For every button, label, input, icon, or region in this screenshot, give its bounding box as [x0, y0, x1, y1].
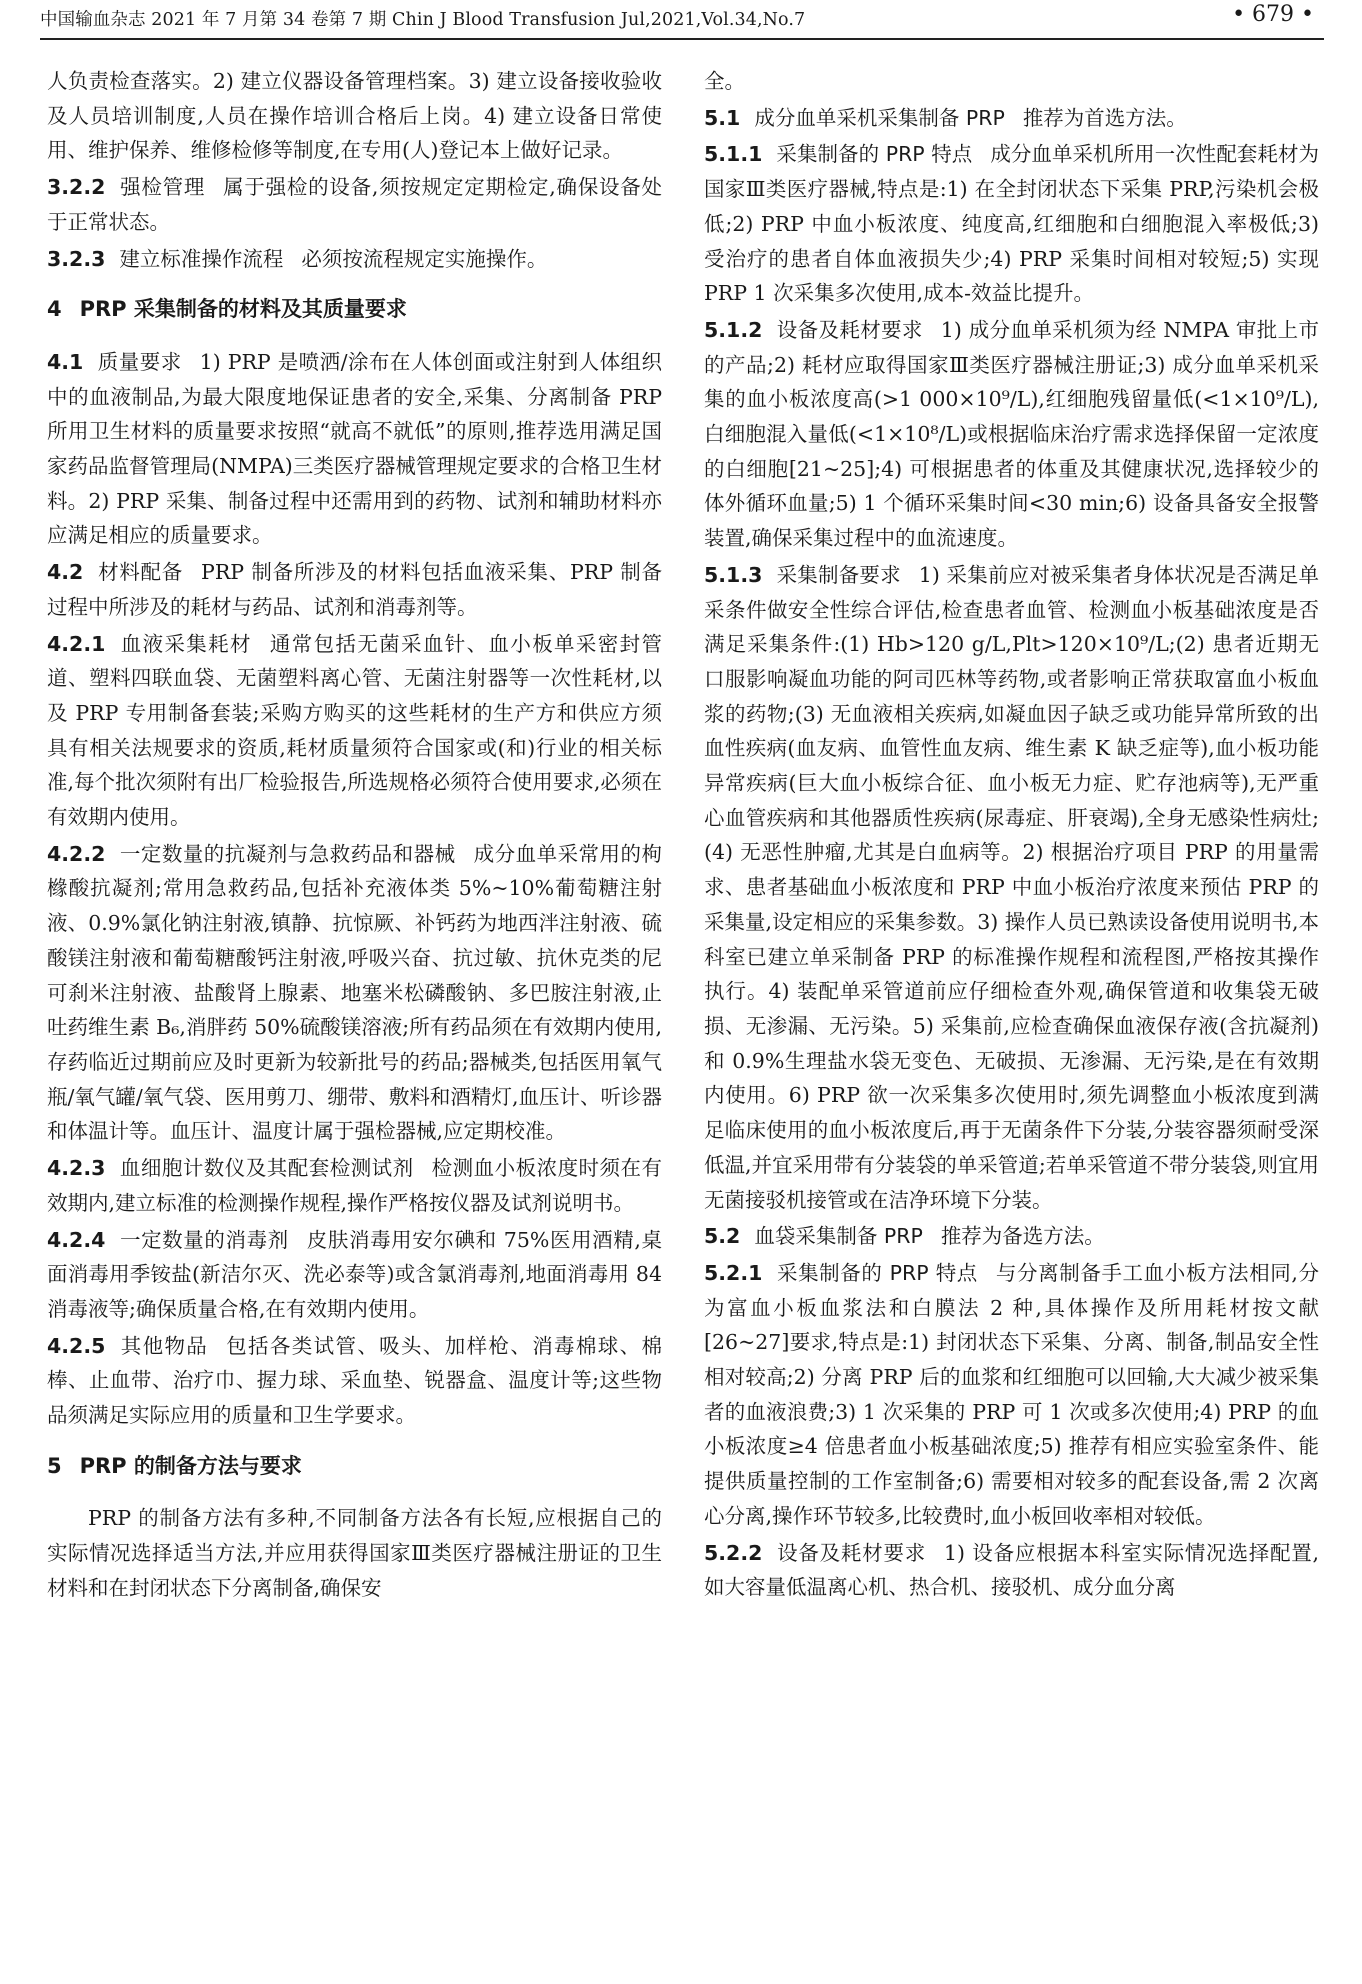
paragraph-text: 1) 设备应根据本科室实际情况选择配置,如大容量低温离心机、热合机、接驳机、成分血分离 — [704, 1540, 1320, 1600]
subsection-paragraph — [47, 1151, 662, 1220]
page-number: • 679 • — [1232, 2, 1314, 27]
paragraph-text: 1) PRP 是喷洒/涂布在人体创面或注射到人体组织中的血液制品,为最大限度地保证患者的安全,采集、分离制备 PRP 所用卫生材料的质量要求按照“就高不就低”的原则,推荐选用满足国家药品监督管理局(NMPA)三类医疗器械管理规定要求的合格卫生材料。2) PRP 采集、制备过程中还需用到的药物、试剂和辅助材料亦应满足相应的质量要求。 — [47, 349, 662, 548]
subsection-title: 血袋采集制备 PRP — [754, 1224, 923, 1249]
subsection-title: 设备及耗材要求 — [776, 1540, 926, 1565]
subsection-title: 采集制备要求 — [776, 562, 901, 587]
subsection-title: 采集制备的 PRP 特点 — [776, 142, 973, 167]
subsection-number: 5.2.1 — [704, 1260, 763, 1285]
subsection-paragraph — [47, 345, 662, 553]
subsection-number: 5.2 — [704, 1224, 741, 1249]
section-number: 4 — [47, 297, 62, 322]
subsection-paragraph — [47, 170, 662, 239]
subsection-paragraph — [704, 558, 1319, 1217]
subsection-paragraph — [704, 101, 1319, 136]
subsection-paragraph — [704, 1219, 1319, 1254]
subsection-number: 3.2.2 — [47, 175, 106, 200]
subsection-number: 4.2.4 — [47, 1227, 106, 1252]
section-heading — [47, 292, 662, 327]
subsection-paragraph — [47, 1223, 662, 1327]
paragraph-text: 1) 采集前应对被采集者身体状况是否满足单采条件做安全性综合评估,检查患者血管、检测血小板基础浓度是否满足采集条件:(1) Hb>120 g/L,Plt>120×10⁹/L;(2) 患者近期无口服影响凝血功能的阿司匹林等药物,或者影响正常获取富血小板血浆的药物;(3) 无血液相关疾病,如凝血因子缺乏或功能异常所致的出血性疾病(血友病、血管性血友病、维生素 K 缺乏症等),血小板功能异常疾病(巨大血小板综合征、血小板无力症、贮存池病等),无严重心血管疾病和其他器质性疾病(尿毒症、肝衰竭),全身无感染性病灶;(4) 无恶性肿瘤,尤其是白血病等。2) 根据治疗项目 PRP 的用量需求、患者基础血小板浓度和 PRP 中血小板治疗浓度来预估 PRP 的采集量,设定相应的采集参数。3) 操作人员已熟读设备使用说明书,本科室已建立单采制备 PRP 的标准操作规程和流程图,严格按其操作执行。4) 装配单采管道前应仔细检查外观,确保管道和收集袋无破损、无渗漏、无污染。5) 采集前,应检查确保血液保存液(含抗凝剂)和 0.9%生理盐水袋无变色、无破损、无渗漏、无污染,是在有效期内使用。6) PRP 欲一次采集多次使用时,须先调整血小板浓度到满足临床使用的血小板浓度后,再于无菌条件下分装,分装容器须耐受深低温,并宜采用带有分装袋的单采管道;若单采管道不带分装袋,则宜用无菌接驳机接管或在洁净环境下分装。 — [704, 562, 1319, 1212]
subsection-title: 其他物品 — [119, 1333, 209, 1358]
subsection-number: 4.2.5 — [47, 1333, 106, 1358]
subsection-number: 4.2.1 — [47, 631, 106, 656]
section-number: 5 — [47, 1453, 62, 1478]
section-heading — [47, 1449, 662, 1484]
subsection-number: 5.1.2 — [704, 317, 763, 342]
subsection-title: 一定数量的抗凝剂与急救药品和器械 — [119, 841, 456, 866]
paragraph-text: 推荐为备选方法。 — [940, 1224, 1105, 1249]
paragraph-text: 推荐为首选方法。 — [1022, 105, 1187, 130]
subsection-title: 材料配备 — [97, 560, 184, 585]
subsection-number: 5.2.2 — [704, 1540, 763, 1565]
subsection-paragraph — [704, 137, 1319, 311]
subsection-number: 5.1 — [704, 105, 741, 130]
paragraph-text: PRP 制备所涉及的材料包括血液采集、PRP 制备过程中所涉及的耗材与药品、试剂和消毒剂等。 — [47, 560, 663, 619]
subsection-title: 采集制备的 PRP 特点 — [776, 1260, 978, 1285]
paragraph-text: 必须按流程规定实施操作。 — [301, 246, 548, 271]
subsection-title: 质量要求 — [97, 349, 182, 374]
subsection-paragraph — [47, 627, 662, 835]
paragraph-text: 成分血单采常用的枸橼酸抗凝剂;常用急救药品,包括补充液体类 5%~10%葡萄糖注射液、0.9%氯化钠注射液,镇静、抗惊厥、补钙药为地西泮注射液、硫酸镁注射液和葡萄糖酸钙注射液,呼吸兴奋、抗过敏、抗休克类的尼可刹米注射液、盐酸肾上腺素、地塞米松磷酸钠、多巴胺注射液,止吐药维生素 B₆,消胖药 50%硫酸镁溶液;所有药品须在有效期内使用,存药临近过期前应及时更新为较新批号的药品;器械类,包括医用氧气瓶/氧气罐/氧气袋、医用剪刀、绷带、敷料和酒精灯,血压计、听诊器和体温计等。血压计、温度计属于强检器械,应定期校准。 — [47, 841, 663, 1144]
paragraph-text: 包括各类试管、吸头、加样枪、消毒棉球、棉棒、止血带、治疗巾、握力球、采血垫、锐器盒、温度计等;这些物品须满足实际应用的质量和卫生学要求。 — [47, 1333, 662, 1428]
subsection-title: 一定数量的消毒剂 — [119, 1227, 289, 1252]
paragraph-text: 检测血小板浓度时须在有效期内,建立标准的检测操作规程,操作严格按仪器及试剂说明书。 — [47, 1156, 663, 1215]
subsection-title: 强检管理 — [119, 175, 206, 200]
right-column — [704, 64, 1319, 1607]
body-paragraph: 人负责检查落实。2) 建立仪器设备管理档案。3) 建立设备接收验收及人员培训制度,人员在操作培训合格后上岗。4) 建立设备日常使用、维护保养、维修检修等制度,在专用(人)登记本上做好记录。 — [47, 69, 662, 163]
body-paragraph: PRP 的制备方法有多种,不同制备方法各有长短,应根据自己的实际情况选择适当方法,并应用获得国家Ⅲ类医疗器械注册证的卫生材料和在封闭状态下分离制备,确保安 — [47, 1506, 662, 1600]
subsection-paragraph — [47, 555, 662, 624]
left-column — [47, 64, 662, 1608]
subsection-number: 5.1.1 — [704, 142, 763, 167]
subsection-number: 4.2.2 — [47, 841, 106, 866]
paragraph-text: 1) 成分血单采机须为经 NMPA 审批上市的产品;2) 耗材应取得国家Ⅲ类医疗器械注册证;3) 成分血单采机采集的血小板浓度高(>1 000×10⁹/L),红细胞残留量低(<1×10⁹/L),白细胞混入量低(<1×10⁸/L)或根据临床治疗需求选择保留一定浓度的白细胞[21~25];4) 可根据患者的体重及其健康状况,选择较少的体外循环血量;5) 1 个循环采集时间<30 min;6) 设备具备安全报警装置,确保采集过程中的血流速度。 — [704, 317, 1320, 551]
subsection-number: 3.2.3 — [47, 246, 106, 271]
subsection-paragraph — [47, 837, 662, 1149]
subsection-title: 成分血单采机采集制备 PRP — [754, 105, 1005, 130]
running-header — [40, 2, 1320, 36]
subsection-number: 4.2.3 — [47, 1156, 106, 1181]
subsection-title: 血液采集耗材 — [119, 631, 252, 656]
paragraph-text: 与分离制备手工血小板方法相同,分为富血小板血浆法和白膜法 2 种,具体操作及所用耗材按文献[26~27]要求,特点是:1) 封闭状态下采集、分离、制备,制品安全性相对较高;2) 分离 PRP 后的血浆和红细胞可以回输,大大减少被采集者的血液浪费;3) 1 次采集的 PRP 可 1 次或多次使用;4) PRP 的血小板浓度≥4 倍患者血小板基础浓度;5) 推荐有相应实验室条件、能提供质量控制的工作室制备;6) 需要相对较多的配套设备,需 2 次离心分离,操作环节较多,比较费时,血小板回收率相对较低。 — [704, 1260, 1319, 1528]
subsection-title: 设备及耗材要求 — [776, 317, 923, 342]
paragraph-text: 属于强检的设备,须按规定定期检定,确保设备处于正常状态。 — [47, 175, 662, 234]
subsection-number: 4.1 — [47, 349, 84, 374]
subsection-paragraph — [704, 313, 1319, 556]
subsection-paragraph — [704, 1536, 1319, 1605]
subsection-title: 建立标准操作流程 — [119, 246, 284, 271]
subsection-paragraph — [704, 1256, 1319, 1534]
body-paragraph: 全。 — [704, 69, 745, 93]
subsection-paragraph — [47, 242, 662, 277]
subsection-paragraph — [47, 1329, 662, 1433]
subsection-number: 4.2 — [47, 560, 84, 585]
section-title: PRP 的制备方法与要求 — [79, 1453, 302, 1478]
subsection-number: 5.1.3 — [704, 562, 763, 587]
paragraph-text: 皮肤消毒用安尔碘和 75%医用酒精,桌面消毒用季铵盐(新洁尔灭、洗必泰等)或含氯消毒剂,地面消毒用 84 消毒液等;确保质量合格,在有效期内使用。 — [47, 1227, 662, 1321]
paragraph-text: 成分血单采机所用一次性配套耗材为国家Ⅲ类医疗器械,特点是:1) 在全封闭状态下采集 PRP,污染机会极低;2) PRP 中血小板浓度、纯度高,红细胞和白细胞混入率极低;3) 受治疗的患者自体血液损失少;4) PRP 采集时间相对较短;5) 实现 PRP 1 次采集多次使用,成本-效益比提升。 — [704, 142, 1319, 306]
paragraph-text: 通常包括无菌采血针、血小板单采密封管道、塑料四联血袋、无菌塑料离心管、无菌注射器等一次性耗材,以及 PRP 专用制备套装;采购方购买的这些耗材的生产方和供应方须具有相关法规要求的资质,耗材质量须符合国家或(和)行业的相关标准,每个批次须附有出厂检验报告,所选规格必须符合使用要求,必须在有效期内使用。 — [47, 631, 662, 830]
header-rule — [40, 38, 1324, 40]
journal-citation: 中国输血杂志 2021 年 7 月第 34 卷第 7 期 Chin J Blood Transfusion Jul,2021,Vol.34,No.7 — [40, 10, 806, 30]
section-title: PRP 采集制备的材料及其质量要求 — [79, 297, 407, 322]
subsection-title: 血细胞计数仪及其配套检测试剂 — [119, 1156, 414, 1181]
